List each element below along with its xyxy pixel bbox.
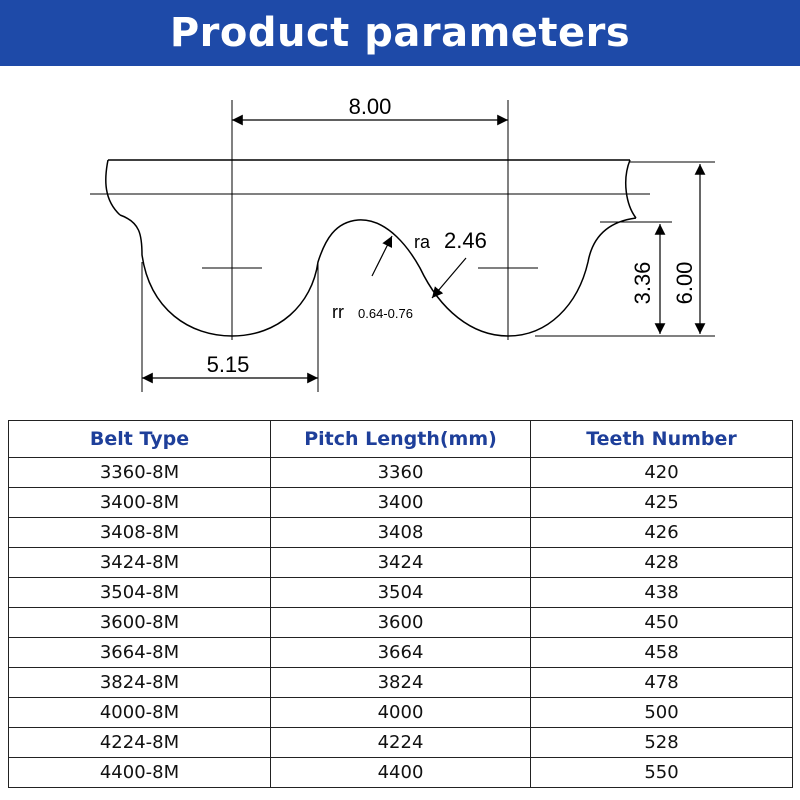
table-row [9, 578, 793, 608]
belt-profile-diagram [0, 66, 800, 420]
ra-value: 2.46 [444, 228, 487, 253]
cell-teeth-number: 438 [531, 578, 793, 608]
pitch-dimension [232, 94, 508, 120]
cell-pitch-length: 3408 [271, 518, 531, 548]
cell-belt-type: 4400-8M [9, 758, 271, 788]
column-header-teeth-number: Teeth Number [531, 421, 793, 458]
pitch-label: 8.00 [348, 94, 392, 119]
table-row [9, 638, 793, 668]
cell-teeth-number: 426 [531, 518, 793, 548]
cell-belt-type: 3600-8M [9, 608, 271, 638]
cell-belt-type: 3824-8M [9, 668, 271, 698]
cell-teeth-number: 478 [531, 668, 793, 698]
table-row [9, 488, 793, 518]
cell-teeth-number: 500 [531, 698, 793, 728]
tooth-width-label: 5.15 [206, 352, 250, 377]
pitch-lines [90, 100, 650, 340]
cell-belt-type: 4224-8M [9, 728, 271, 758]
ra-symbol: ra [414, 232, 431, 252]
header-banner [0, 0, 800, 66]
cell-belt-type: 3408-8M [9, 518, 271, 548]
cell-belt-type: 3664-8M [9, 638, 271, 668]
cell-teeth-number: 428 [531, 548, 793, 578]
rr-value: 0.64-0.76 [358, 306, 413, 321]
cell-pitch-length: 4000 [271, 698, 531, 728]
table-row [9, 518, 793, 548]
cell-pitch-length: 3600 [271, 608, 531, 638]
cell-belt-type: 3424-8M [9, 548, 271, 578]
height-dimensions [535, 162, 715, 336]
cell-pitch-length: 3424 [271, 548, 531, 578]
rr-symbol: rr [332, 302, 344, 322]
cell-pitch-length: 3824 [271, 668, 531, 698]
table-row [9, 458, 793, 488]
tooth-height-label: 3.36 [630, 261, 655, 305]
cell-pitch-length: 3504 [271, 578, 531, 608]
cell-teeth-number: 458 [531, 638, 793, 668]
column-header-belt-type: Belt Type [9, 421, 271, 458]
column-header-pitch-length: Pitch Length(mm) [271, 421, 531, 458]
cell-pitch-length: 3360 [271, 458, 531, 488]
cell-teeth-number: 425 [531, 488, 793, 518]
cell-belt-type: 3400-8M [9, 488, 271, 518]
tooth-width-dimension [142, 262, 318, 392]
rr-radius-callout [332, 258, 466, 322]
cell-belt-type: 4000-8M [9, 698, 271, 728]
cell-teeth-number: 550 [531, 758, 793, 788]
cell-teeth-number: 450 [531, 608, 793, 638]
page-title: Product parameters [169, 10, 631, 56]
spec-table [8, 420, 793, 788]
table-row [9, 668, 793, 698]
ra-radius-callout [372, 228, 487, 276]
table-row [9, 548, 793, 578]
cell-pitch-length: 3400 [271, 488, 531, 518]
cell-belt-type: 3504-8M [9, 578, 271, 608]
table-row [9, 728, 793, 758]
cell-belt-type: 3360-8M [9, 458, 271, 488]
table-row [9, 698, 793, 728]
cell-teeth-number: 420 [531, 458, 793, 488]
table-header-row [9, 421, 793, 458]
cell-pitch-length: 4400 [271, 758, 531, 788]
belt-height-label: 6.00 [672, 261, 697, 305]
cell-pitch-length: 3664 [271, 638, 531, 668]
cell-pitch-length: 4224 [271, 728, 531, 758]
table-row [9, 758, 793, 788]
table-row [9, 608, 793, 638]
cell-teeth-number: 528 [531, 728, 793, 758]
